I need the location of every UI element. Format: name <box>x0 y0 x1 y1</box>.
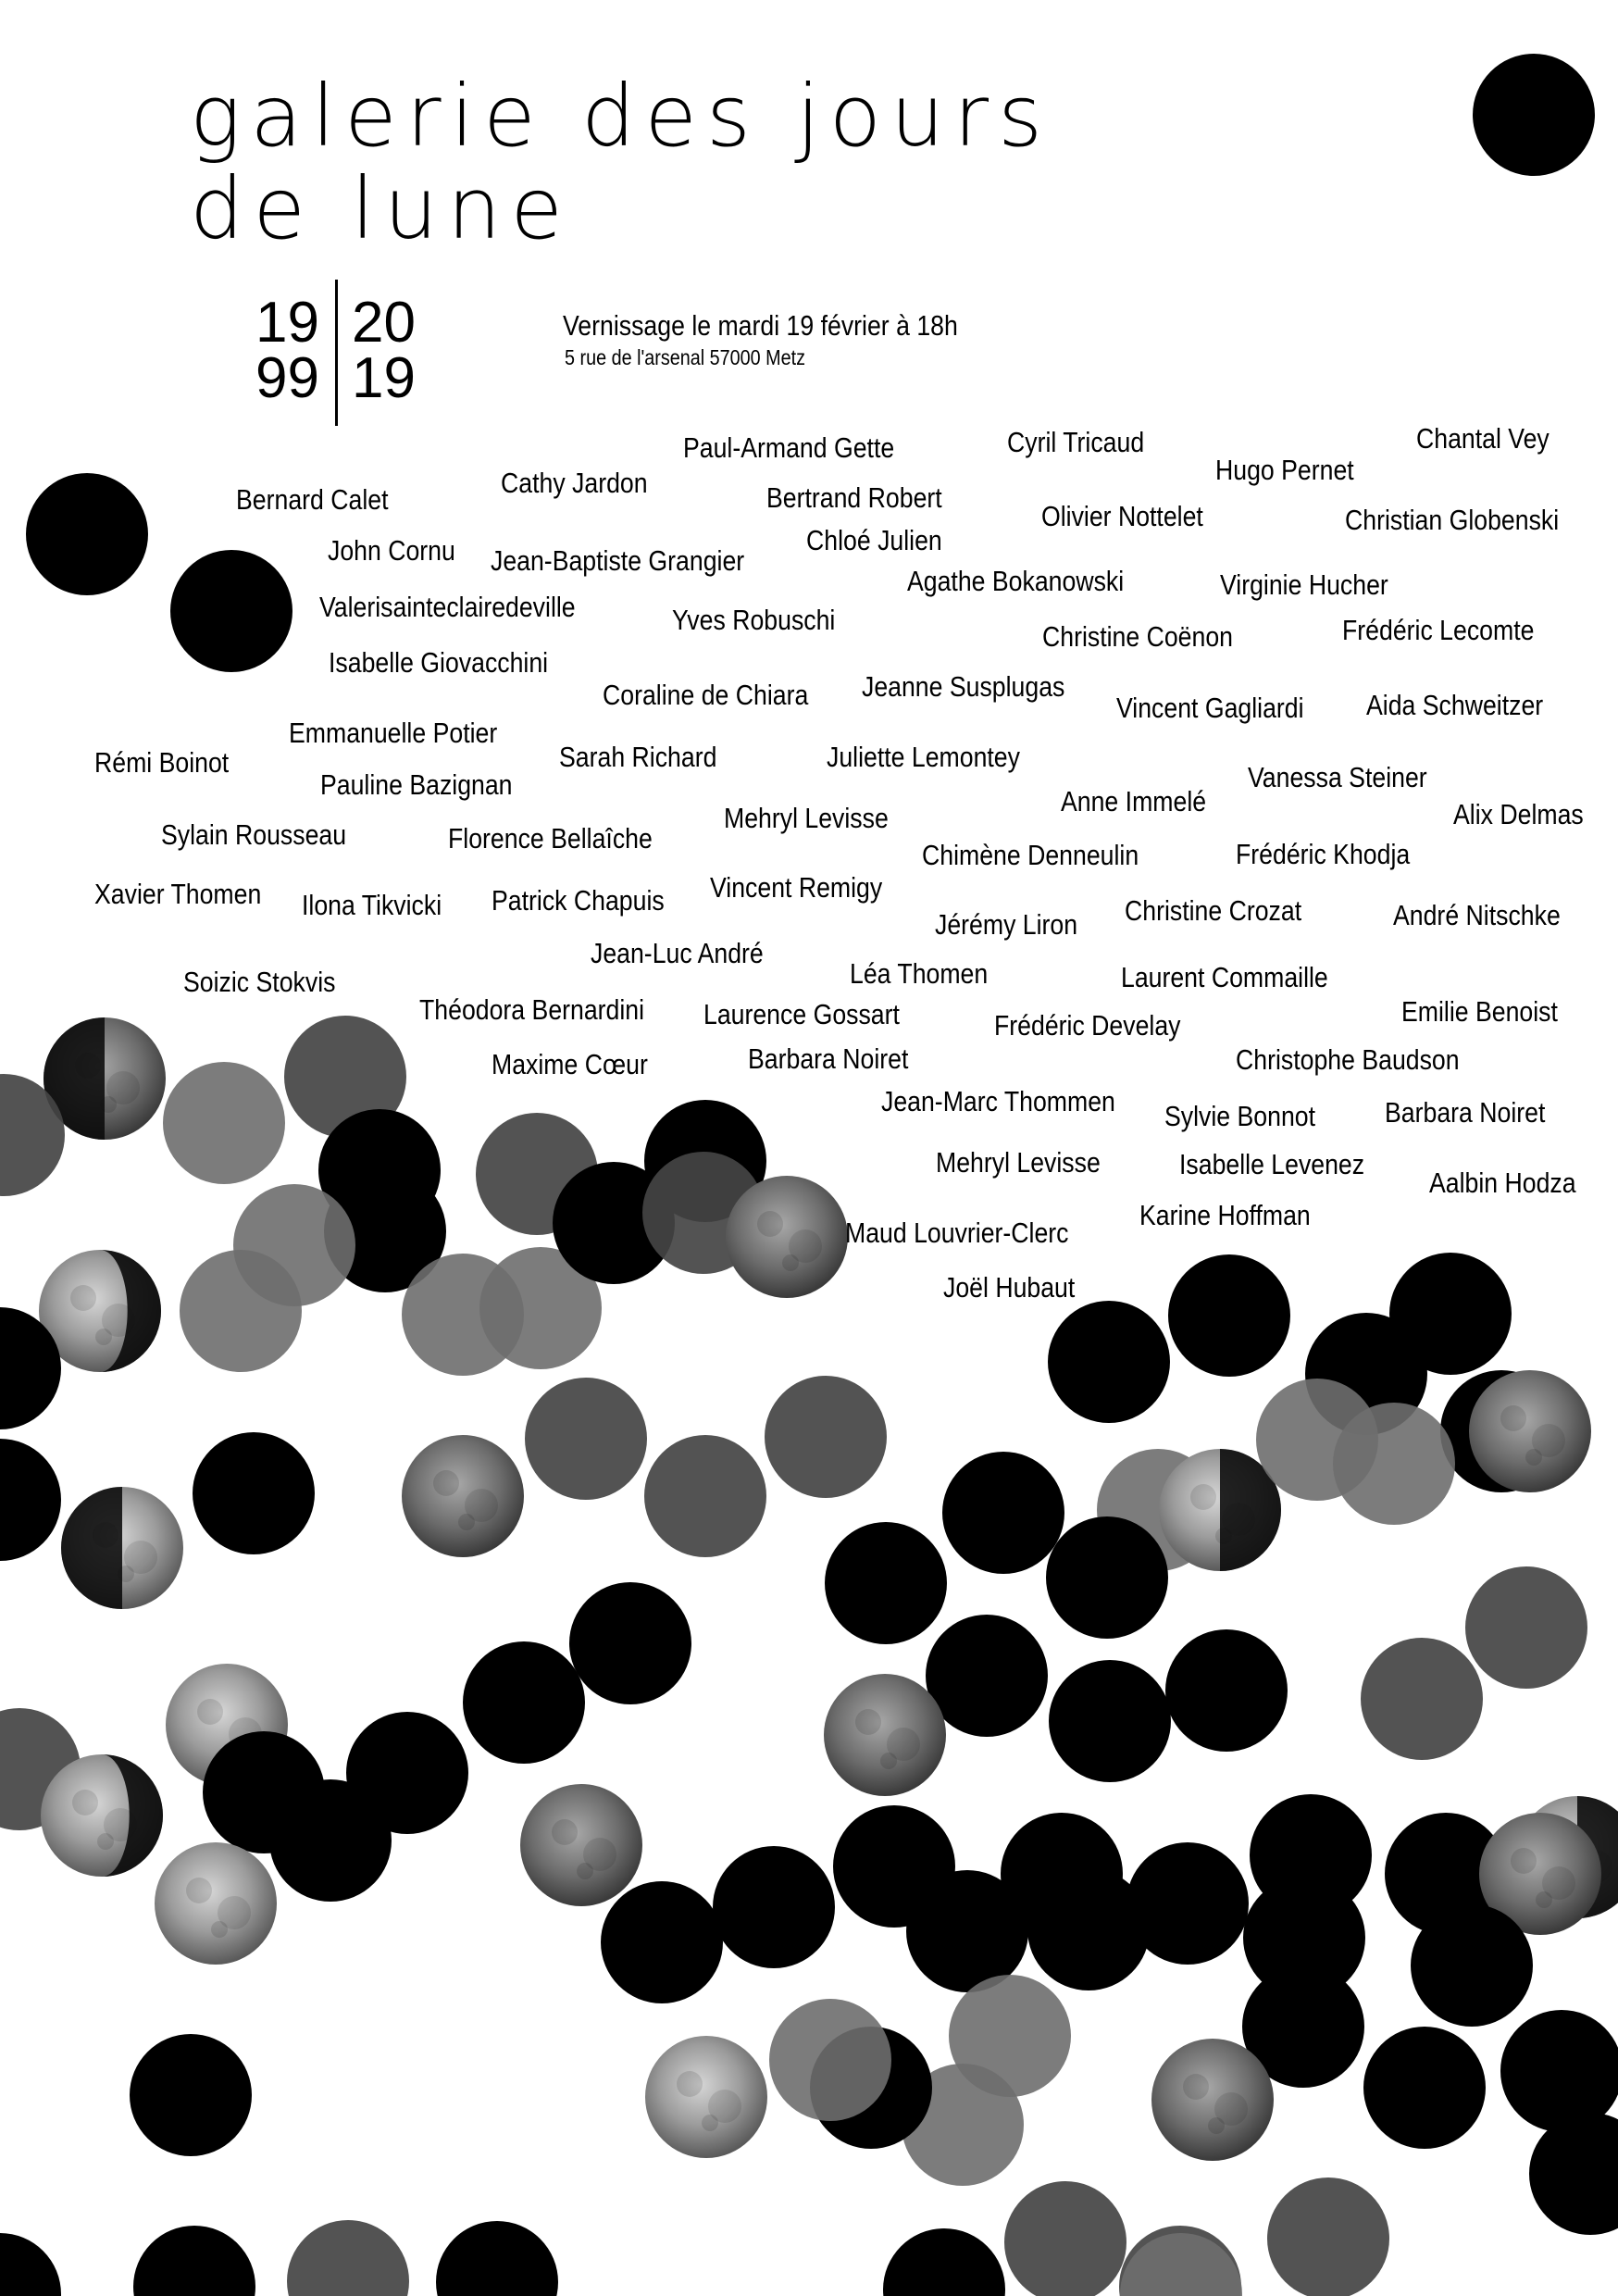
moon-dot <box>1267 2177 1389 2296</box>
artist-name: Chloé Julien <box>806 524 942 556</box>
year-start-top: 19 <box>255 291 319 355</box>
moon-dot <box>1165 1629 1288 1752</box>
moon-dot <box>1411 1904 1533 2027</box>
artist-name: Sylvie Bonnot <box>1164 1100 1316 1132</box>
artist-name: Juliette Lemontey <box>827 741 1020 773</box>
artist-name: Jean-Luc André <box>591 937 764 969</box>
moon-dot <box>436 2221 558 2296</box>
moon-dot <box>569 1582 691 1704</box>
moon-dot <box>402 1435 524 1557</box>
moon-dot <box>287 2220 409 2296</box>
moon-dot <box>155 1842 277 1965</box>
moon-dot <box>520 1784 642 1906</box>
artist-name: Emilie Benoist <box>1401 995 1558 1028</box>
moon-dot <box>601 1881 723 2003</box>
artist-name: Chantal Vey <box>1416 422 1550 455</box>
artist-name: Karine Hoffman <box>1139 1199 1311 1231</box>
artist-name: Olivier Nottelet <box>1041 500 1203 532</box>
artist-name: Barbara Noiret <box>1385 1096 1546 1129</box>
moon-dot <box>41 1754 163 1877</box>
moon-dot <box>883 2228 1005 2296</box>
year-start-bottom: 99 <box>255 346 319 410</box>
artist-name: Agathe Bokanowski <box>907 565 1125 597</box>
moon-dot <box>269 1779 392 1902</box>
artist-name: Mehryl Levisse <box>936 1146 1101 1179</box>
moon-dot <box>644 1435 766 1557</box>
gallery-title-line-2: de lune <box>190 159 573 258</box>
artist-name: Laurent Commaille <box>1121 961 1328 993</box>
artist-name: Patrick Chapuis <box>492 884 665 917</box>
moon-dot <box>1046 1516 1168 1639</box>
moon-dot <box>1469 1370 1591 1492</box>
artist-name: Florence Bellaîche <box>448 822 653 855</box>
artist-name: Xavier Thomen <box>94 878 262 910</box>
moon-dot <box>1473 54 1595 176</box>
artist-name: Pauline Bazignan <box>320 768 513 801</box>
moon-dot <box>1168 1254 1290 1377</box>
artist-name: Frédéric Develay <box>994 1009 1181 1042</box>
artist-name: Anne Immelé <box>1061 785 1207 817</box>
artist-name: Ilona Tikvicki <box>302 889 442 921</box>
moon-dot <box>402 1254 524 1376</box>
artist-name: Isabelle Levenez <box>1179 1148 1365 1180</box>
moon-dot <box>824 1674 946 1796</box>
artist-name: Rémi Boinot <box>94 746 230 779</box>
artist-name: Théodora Bernardini <box>419 993 645 1026</box>
moon-dot <box>133 2226 255 2296</box>
artist-name: Soizic Stokvis <box>183 966 336 998</box>
artist-name: Aida Schweitzer <box>1366 689 1544 721</box>
moon-dot <box>0 1439 61 1561</box>
artist-name: Mehryl Levisse <box>724 802 889 834</box>
artist-name: Cathy Jardon <box>501 467 648 499</box>
year-end-bottom: 19 <box>352 346 416 410</box>
moon-dot <box>942 1452 1064 1574</box>
artist-name: Aalbin Hodza <box>1429 1167 1576 1199</box>
moon-dot <box>26 473 148 595</box>
moon-dot <box>713 1846 835 1968</box>
artist-name: André Nitschke <box>1393 899 1561 931</box>
moon-dot <box>1004 2181 1126 2296</box>
moon-dot <box>1048 1301 1170 1423</box>
artist-name: Vincent Remigy <box>710 871 883 904</box>
artist-name: Joël Hubaut <box>943 1271 1076 1304</box>
artist-name: Léa Thomen <box>850 957 989 990</box>
moon-dot <box>1151 2039 1274 2161</box>
moon-dot <box>1529 2113 1618 2235</box>
artist-name: Paul-Armand Gette <box>683 431 895 464</box>
year-divider <box>335 280 338 426</box>
artist-name: Maud Louvrier-Clerc <box>845 1217 1069 1249</box>
opening-announcement: Vernissage le mardi 19 février à 18h <box>563 309 958 342</box>
moon-dot <box>765 1376 887 1498</box>
moon-dot <box>130 2034 252 2156</box>
artist-name: Isabelle Giovacchini <box>329 646 549 679</box>
moon-dot <box>769 1999 891 2121</box>
artist-name: Laurence Gossart <box>703 998 900 1030</box>
moon-dot <box>645 2036 767 2158</box>
moon-dot <box>1049 1660 1171 1782</box>
artist-name: Frédéric Khodja <box>1236 838 1411 870</box>
artist-name: Maxime Cœur <box>492 1048 648 1080</box>
artist-name: Bernard Calet <box>236 483 389 516</box>
moon-dot <box>463 1641 585 1764</box>
moon-dot <box>1465 1566 1587 1689</box>
moon-dot <box>726 1176 848 1298</box>
artist-name: Coraline de Chiara <box>603 679 809 711</box>
artist-name: Jeanne Susplugas <box>862 670 1065 703</box>
artist-name: Christine Crozat <box>1125 894 1302 927</box>
moon-dot <box>906 1870 1028 1992</box>
artist-name: Frédéric Lecomte <box>1342 614 1535 646</box>
moon-dot <box>1363 2027 1486 2149</box>
moon-dot <box>525 1378 647 1500</box>
artist-name: Christian Globenski <box>1345 504 1560 536</box>
moon-dot <box>61 1487 183 1609</box>
moon-dot <box>926 1615 1048 1737</box>
year-end-top: 20 <box>352 291 416 355</box>
artist-name: Chimène Denneulin <box>922 839 1139 871</box>
moon-dot <box>180 1250 302 1372</box>
moon-dot <box>825 1522 947 1644</box>
artist-name: Barbara Noiret <box>748 1042 909 1075</box>
artist-name: Alix Delmas <box>1453 798 1584 830</box>
artist-name: Sarah Richard <box>559 741 717 773</box>
moon-dot <box>1361 1638 1483 1760</box>
artist-name: Emmanuelle Potier <box>289 717 498 749</box>
artist-name: Yves Robuschi <box>672 604 836 636</box>
artist-name: Christophe Baudson <box>1236 1043 1460 1076</box>
artist-name: Vanessa Steiner <box>1248 761 1427 793</box>
moon-dot <box>1389 1253 1512 1375</box>
artist-name: Cyril Tricaud <box>1007 426 1145 458</box>
moon-dot <box>170 550 292 672</box>
moon-dot <box>163 1062 285 1184</box>
artist-name: Jean-Baptiste Grangier <box>491 544 745 577</box>
artist-name: Bertrand Robert <box>766 481 942 514</box>
artist-name: Virginie Hucher <box>1220 568 1388 601</box>
artist-name: Jean-Marc Thommen <box>881 1085 1115 1117</box>
artist-name: Hugo Pernet <box>1215 454 1354 486</box>
moon-dot <box>193 1432 315 1554</box>
artist-name: Sylain Rousseau <box>161 818 347 851</box>
moon-dot <box>0 2233 61 2296</box>
artist-name: John Cornu <box>328 534 455 567</box>
artist-name: Jérémy Liron <box>935 908 1078 941</box>
venue-address: 5 rue de l'arsenal 57000 Metz <box>565 345 805 369</box>
artist-name: Vincent Gagliardi <box>1116 692 1304 724</box>
artist-name: Christine Coënon <box>1042 620 1233 653</box>
moon-dot <box>1333 1403 1455 1525</box>
artist-name: Valerisainteclairedeville <box>319 591 576 623</box>
gallery-title-line-1: galerie des jours <box>190 67 1052 166</box>
moon-dot <box>1027 1868 1150 1990</box>
